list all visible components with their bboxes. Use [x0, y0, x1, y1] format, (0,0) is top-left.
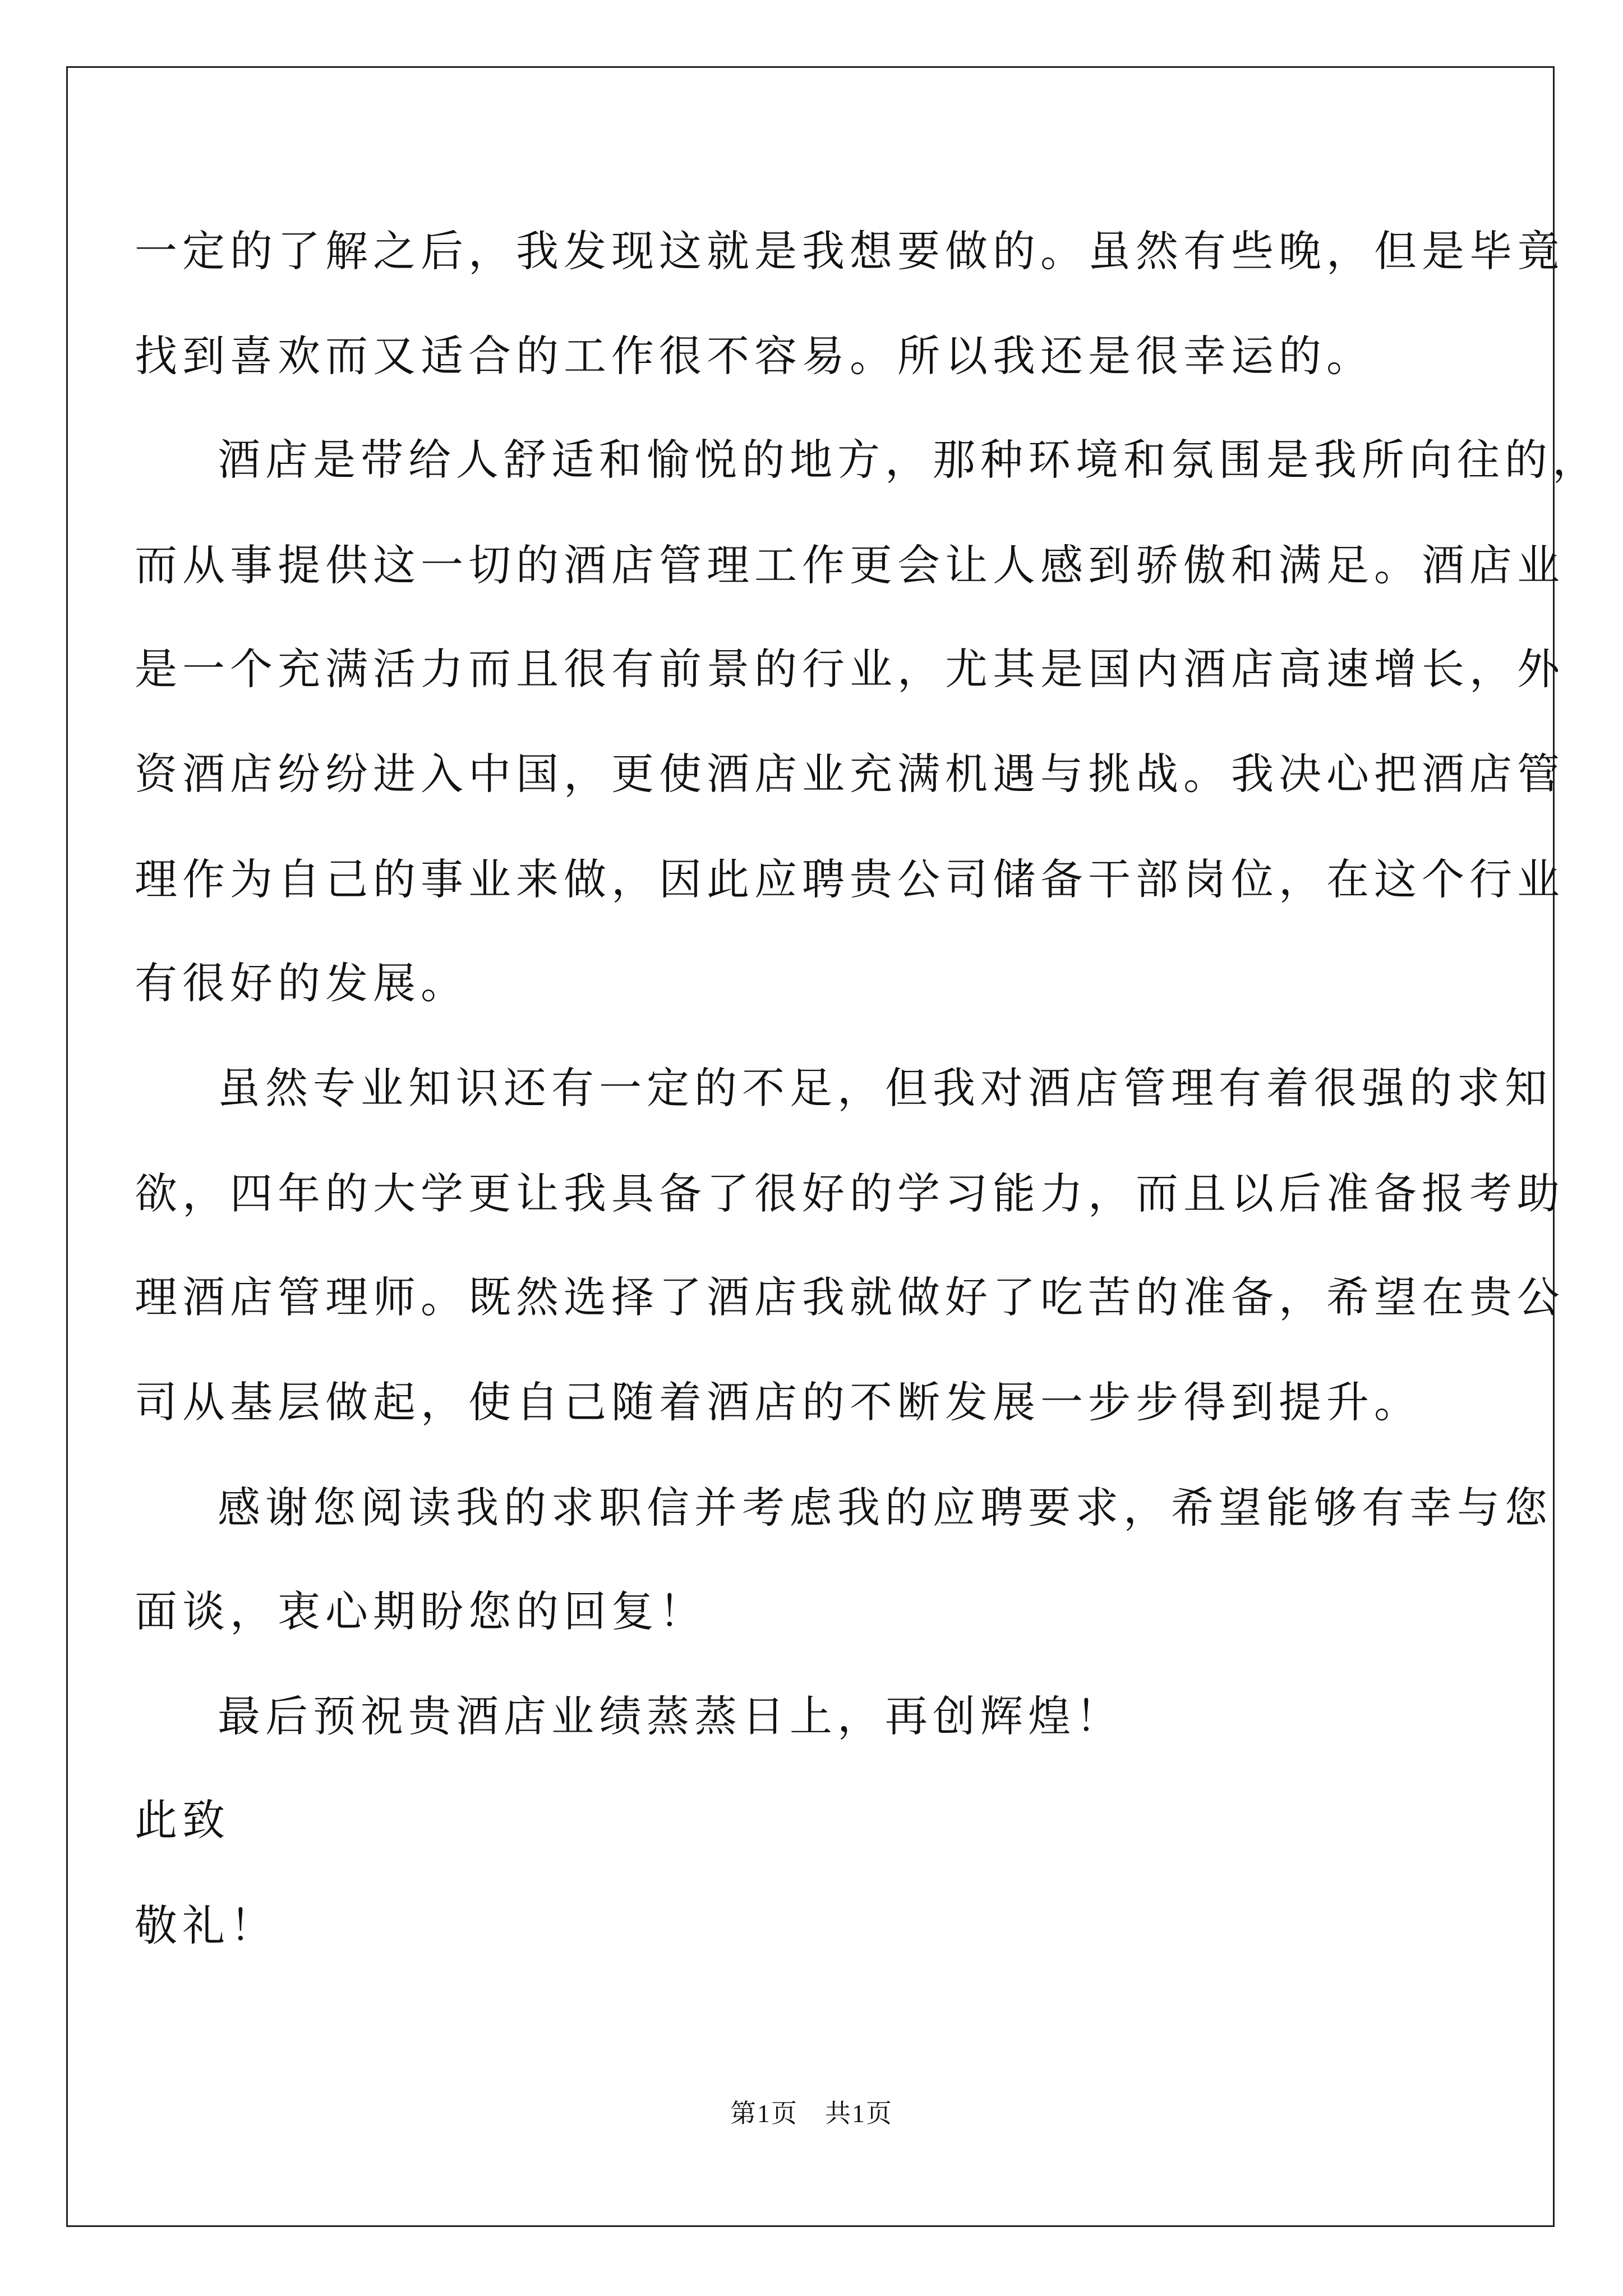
text-line: 找到喜欢而又适合的工作很不容易。所以我还是很幸运的。: [135, 331, 1374, 381]
text-line: 资酒店纷纷进入中国，更使酒店业充满机遇与挑战。我决心把酒店管: [135, 749, 1565, 799]
text-line: 理酒店管理师。既然选择了酒店我就做好了吃苦的准备，希望在贵公: [135, 1272, 1565, 1322]
text-line: 最后预祝贵酒店业绩蒸蒸日上，再创辉煌！: [218, 1691, 1123, 1741]
text-line: 酒店是带给人舒适和愉悦的地方，那种环境和氛围是我所向往的，: [218, 435, 1600, 485]
text-line: 一定的了解之后，我发现这就是我想要做的。虽然有些晚，但是毕竟: [135, 226, 1565, 276]
text-line: 欲，四年的大学更让我具备了很好的学习能力，而且以后准备报考助: [135, 1168, 1565, 1218]
page-border: [66, 66, 1555, 2227]
page-number: 第1页 共1页: [730, 2099, 893, 2128]
text-line: 面谈，衷心期盼您的回复！: [135, 1586, 707, 1636]
text-line: 是一个充满活力而且很有前景的行业，尤其是国内酒店高速增长，外: [135, 644, 1565, 694]
closing-line: 敬礼！: [135, 1901, 278, 1950]
closing-line: 此致: [135, 1795, 230, 1845]
text-line: 司从基层做起，使自己随着酒店的不断发展一步步得到提升。: [135, 1377, 1422, 1427]
text-line: 虽然专业知识还有一定的不足，但我对酒店管理有着很强的求知: [218, 1063, 1552, 1113]
text-line: 感谢您阅读我的求职信并考虑我的应聘要求，希望能够有幸与您: [218, 1483, 1552, 1533]
text-line: 而从事提供这一切的酒店管理工作更会让人感到骄傲和满足。酒店业: [135, 540, 1565, 590]
text-line: 理作为自己的事业来做，因此应聘贵公司储备干部岗位，在这个行业: [135, 854, 1565, 904]
text-line: 有很好的发展。: [135, 958, 468, 1008]
